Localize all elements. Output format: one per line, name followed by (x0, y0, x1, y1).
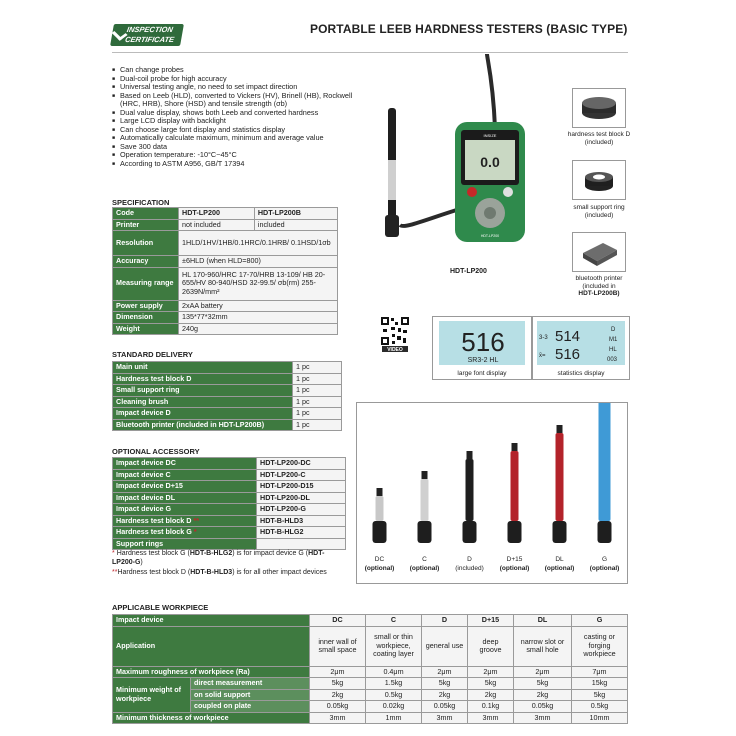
weight-cell: 0.05kg (422, 701, 468, 713)
feature-item: ■ Can change probes (112, 66, 362, 75)
stats-pre2: x̄= (539, 353, 546, 359)
video-label: VIDEO (387, 347, 403, 352)
probe-status: (included) (455, 565, 484, 572)
probe-name: C (422, 556, 427, 563)
stats-line2: 516 (555, 346, 581, 363)
spec-value: 1HLD/1HV/1HB/0.1HRC/0.1HRB/ 0.1HSD/1σb (179, 231, 338, 256)
table-row (113, 515, 346, 527)
weight-cell: 0.02kg (366, 701, 422, 713)
weight-cell: 5kg (572, 689, 628, 701)
impact-devices-panel (356, 402, 628, 584)
probe-1-icon (418, 471, 432, 543)
accessory-item: Impact device D+15 (113, 481, 257, 493)
large-display-value: 516 (461, 327, 505, 357)
table-row (113, 267, 338, 300)
application-cell: inner wall of small space (310, 626, 366, 666)
table-row (113, 615, 628, 627)
accessory-item: Hardness test block D ** (113, 515, 257, 527)
spec-value: 240g (179, 323, 338, 335)
table-row (113, 527, 346, 539)
accessory-item: Support rings (113, 538, 257, 550)
probe-cap (467, 451, 473, 459)
application-cell: casting or forging workpiece (572, 626, 628, 666)
feature-item: ■ Can choose large font display and statistics display (112, 126, 362, 135)
stats-line1: 514 (555, 328, 581, 345)
weight-cell: 5kg (422, 678, 468, 690)
workpiece-header-label: Impact device (113, 615, 310, 627)
impact-devices-illustration (357, 403, 627, 583)
probe-body (511, 451, 519, 521)
workpiece-table (112, 614, 628, 724)
weight-cell: 2kg (514, 689, 572, 701)
table-row (113, 458, 346, 470)
device-header: G (572, 615, 628, 627)
spec-value: 2xAA battery (179, 300, 338, 312)
probe-body (599, 403, 611, 521)
delivery-item: Main unit (113, 362, 293, 374)
table-row (113, 408, 342, 420)
standard-delivery-title: STANDARD DELIVERY (112, 350, 193, 359)
probe-nose (598, 521, 612, 543)
roughness-cell: 2μm (514, 666, 572, 678)
support-ring-caption: small support ring (included) (573, 204, 625, 219)
title-divider (112, 52, 628, 53)
spec-label: Dimension (113, 312, 179, 324)
probe-cap (422, 471, 428, 479)
product-illustration (375, 50, 540, 270)
stats-display-caption: statistics display (557, 370, 605, 377)
spec-value: included (254, 219, 337, 231)
ring-label: on solid support (191, 689, 310, 701)
probe-3-icon (508, 443, 522, 543)
table-row (113, 396, 342, 408)
probe-nose (553, 521, 567, 543)
table-row (113, 312, 338, 324)
stats-r3: HL (609, 347, 617, 353)
feature-item: ■ Based on Leeb (HLD), converted to Vickers (HV), Brinell (HB), Rockwell (HRC, HRB), Shore (HSD) and tensile strength (σb) (112, 92, 362, 109)
spec-value: ±6HLD (when HLD=800) (179, 256, 338, 268)
weight-cell: 2kg (310, 689, 366, 701)
probe-nose (508, 521, 522, 543)
delivery-qty: 1 pc (293, 408, 342, 420)
stats-r4: 003 (607, 357, 618, 363)
roughness-label: Maximum roughness of workpiece (Ra) (113, 666, 310, 678)
thickness-cell: 3mm (468, 712, 514, 724)
table-row (113, 256, 338, 268)
accessory-code: HDT-LP200-C (257, 469, 346, 481)
feature-item: ■ Universal testing angle, no need to set impact direction (112, 83, 362, 92)
probe-status: (optional) (544, 565, 575, 572)
feature-item: ■ Operation temperature: -10°C~45°C (112, 151, 362, 160)
large-font-display-panel (432, 316, 532, 380)
table-row (113, 626, 628, 666)
plate-label: coupled on plate (191, 701, 310, 713)
test-block-caption: hardness test block D (included) (567, 131, 631, 146)
probe-name: DL (555, 556, 564, 563)
device-header: DL (514, 615, 572, 627)
logo-line1: INSPECTION (126, 25, 174, 34)
delivery-qty: 1 pc (293, 373, 342, 385)
table-row (113, 362, 342, 374)
probe-status: (optional) (364, 565, 395, 572)
qr-code-icon (380, 316, 410, 352)
weight-cell: 5kg (514, 678, 572, 690)
delivery-qty: 1 pc (293, 396, 342, 408)
accessory-item: Impact device C (113, 469, 257, 481)
table-row (113, 385, 342, 397)
feature-item: ■ According to ASTM A956, GB/T 17394 (112, 160, 362, 169)
device-header: C (366, 615, 422, 627)
roughness-cell: 2μm (468, 666, 514, 678)
probe-cap (557, 425, 563, 433)
probe-body (421, 479, 429, 521)
probe-body (556, 433, 564, 521)
weight-cell: 0.05kg (514, 701, 572, 713)
stats-r2: M1 (609, 337, 618, 343)
model-caption: HDT-LP200 (450, 268, 487, 275)
device-header: DC (310, 615, 366, 627)
thickness-cell: 1mm (366, 712, 422, 724)
specification-table (112, 207, 338, 335)
probe-nose (418, 521, 432, 543)
weight-cell: 0.5kg (572, 701, 628, 713)
weight-cell: 0.5kg (366, 689, 422, 701)
table-row (113, 689, 628, 701)
spec-label: Code (113, 208, 179, 220)
accessory-item: Impact device DC (113, 458, 257, 470)
roughness-cell: 0.4μm (366, 666, 422, 678)
feature-list (112, 66, 362, 168)
delivery-item: Small support ring (113, 385, 293, 397)
probe-name: G (601, 556, 608, 563)
stats-r1: D (611, 327, 616, 333)
inspection-certificate-logo (110, 24, 184, 46)
application-cell: general use (422, 626, 468, 666)
thickness-cell: 3mm (422, 712, 468, 724)
weight-cell: 15kg (572, 678, 628, 690)
application-cell: small or thin workpiece, coating layer (366, 626, 422, 666)
delivery-item: Hardness test block D (113, 373, 293, 385)
weight-cell: 2kg (422, 689, 468, 701)
probe-name: DC (374, 556, 385, 563)
application-cell: narrow slot or small hole (514, 626, 572, 666)
delivery-qty: 1 pc (293, 385, 342, 397)
probe-name: D (467, 556, 472, 563)
table-row (113, 469, 346, 481)
feature-item: ■ Dual-coil probe for high accuracy (112, 75, 362, 84)
feature-item: ■ Save 300 data (112, 143, 362, 152)
table-row (113, 701, 628, 713)
application-cell: deep groove (468, 626, 514, 666)
probe-cap (377, 488, 383, 496)
accessory-item: Hardness test block G * (113, 527, 257, 539)
feature-item: ■ Large LCD display with backlight (112, 117, 362, 126)
table-row (113, 300, 338, 312)
probe-0-icon (373, 488, 387, 543)
direct-label: direct measurement (191, 678, 310, 690)
thickness-cell: 10mm (572, 712, 628, 724)
large-display-sub: SR3-2 HL (467, 357, 499, 364)
accessory-code: HDT-LP200-G (257, 504, 346, 516)
device-screen-value: 0.0 (480, 154, 500, 170)
support-ring-photo (572, 160, 626, 200)
spec-label: Accuracy (113, 256, 179, 268)
spec-value: HL 170-960/HRC 17-70/HRB 13-109/ HB 20-655/HV 80-940/HSD 32-99.5/ σb(rm) 255-2639N/mm² (179, 267, 338, 300)
specification-title: SPECIFICATION (112, 198, 170, 207)
accessory-code: HDT-LP200-DL (257, 492, 346, 504)
weight-cell: 1.5kg (366, 678, 422, 690)
table-row (113, 538, 346, 550)
logo-line2: CERTIFICATE (124, 35, 175, 44)
accessory-item: Impact device DL (113, 492, 257, 504)
footnote-2: **Hardness test block D (HDT-B-HLD3) is for all other impact devices (112, 569, 327, 576)
footnote-mark: * (193, 527, 197, 536)
accessory-code: HDT-LP200-D15 (257, 481, 346, 493)
delivery-item: Cleaning brush (113, 396, 293, 408)
page-title: PORTABLE LEEB HARDNESS TESTERS (BASIC TYPE) (310, 22, 628, 36)
table-row (113, 419, 342, 431)
cable-top (487, 54, 495, 128)
table-row (113, 492, 346, 504)
spec-label: Weight (113, 323, 179, 335)
spec-value: HDT-LP200 (179, 208, 255, 220)
roughness-cell: 7μm (572, 666, 628, 678)
thickness-cell: 3mm (514, 712, 572, 724)
spec-value: not included (179, 219, 255, 231)
delivery-qty: 1 pc (293, 362, 342, 374)
weight-cell: 0.1kg (468, 701, 514, 713)
table-row (113, 323, 338, 335)
table-row (113, 208, 338, 220)
test-block-photo (572, 88, 626, 128)
probe-status: (optional) (409, 565, 440, 572)
probe-nose (463, 521, 477, 543)
spec-value: 135*77*32mm (179, 312, 338, 324)
device-header: D (422, 615, 468, 627)
statistics-display-panel (532, 316, 630, 380)
probe-status: (optional) (589, 565, 620, 572)
optional-accessory-table (112, 457, 346, 550)
spec-value: HDT-LP200B (254, 208, 337, 220)
thickness-label: Minimum thickness of workpiece (113, 712, 310, 724)
accessory-code (257, 538, 346, 550)
probe-body (466, 459, 474, 521)
stats-pre1: 3-3 (539, 335, 548, 341)
spec-label: Resolution (113, 231, 179, 256)
device-brand: INSIZE (483, 133, 497, 138)
probe-4-icon (553, 425, 567, 543)
accessory-code: HDT-LP200-DC (257, 458, 346, 470)
large-display-caption: large font display (457, 370, 507, 377)
thickness-cell: 3mm (310, 712, 366, 724)
min-weight-label: Minimum weight of workpiece (113, 678, 191, 713)
roughness-cell: 2μm (422, 666, 468, 678)
table-row (113, 481, 346, 493)
probe-body (376, 496, 384, 521)
weight-cell: 5kg (310, 678, 366, 690)
spec-label: Measuring range (113, 267, 179, 300)
probe-d-icon (385, 108, 399, 237)
device-label: HDT-LP200 (480, 234, 500, 238)
weight-cell: 0.05kg (310, 701, 366, 713)
probe-name: D+15 (506, 556, 523, 563)
table-row (113, 712, 628, 724)
spec-label: Power supply (113, 300, 179, 312)
feature-item: ■ Dual value display, shows both Leeb and converted hardness (112, 109, 362, 118)
footnote-1: * Hardness test block G (HDT-B-HLG2) is for impact device G (HDT-LP200-G) (112, 550, 325, 566)
table-row (113, 231, 338, 256)
optional-accessory-title: OPTIONAL ACCESSORY (112, 447, 200, 456)
table-row (113, 678, 628, 690)
table-row (113, 504, 346, 516)
delivery-qty: 1 pc (293, 419, 342, 431)
probe-5-icon (598, 403, 612, 543)
printer-photo (572, 232, 626, 272)
probe-cap (512, 443, 518, 451)
printer-caption: bluetooth printer (included in HDT-LP200B) (575, 275, 623, 297)
delivery-item: Impact device D (113, 408, 293, 420)
accessory-code: HDT-B-HLD3 (257, 515, 346, 527)
weight-cell: 2kg (468, 689, 514, 701)
device-header: D+15 (468, 615, 514, 627)
standard-delivery-table (112, 361, 342, 431)
accessory-item: Impact device G (113, 504, 257, 516)
weight-cell: 5kg (468, 678, 514, 690)
table-row (113, 666, 628, 678)
footnote-mark: ** (193, 515, 200, 525)
roughness-cell: 2μm (310, 666, 366, 678)
table-row (113, 373, 342, 385)
workpiece-title: APPLICABLE WORKPIECE (112, 603, 209, 612)
spec-label: Printer (113, 219, 179, 231)
accessory-code: HDT-B-HLG2 (257, 527, 346, 539)
hardness-tester-device-icon (455, 122, 525, 242)
probe-status: (optional) (499, 565, 530, 572)
probe-2-icon (463, 451, 477, 543)
probe-nose (373, 521, 387, 543)
delivery-item: Bluetooth printer (included in HDT-LP200B) (113, 419, 293, 431)
application-label: Application (113, 626, 310, 666)
table-row (113, 219, 338, 231)
feature-item: ■ Automatically calculate maximum, minimum and average value (112, 134, 362, 143)
